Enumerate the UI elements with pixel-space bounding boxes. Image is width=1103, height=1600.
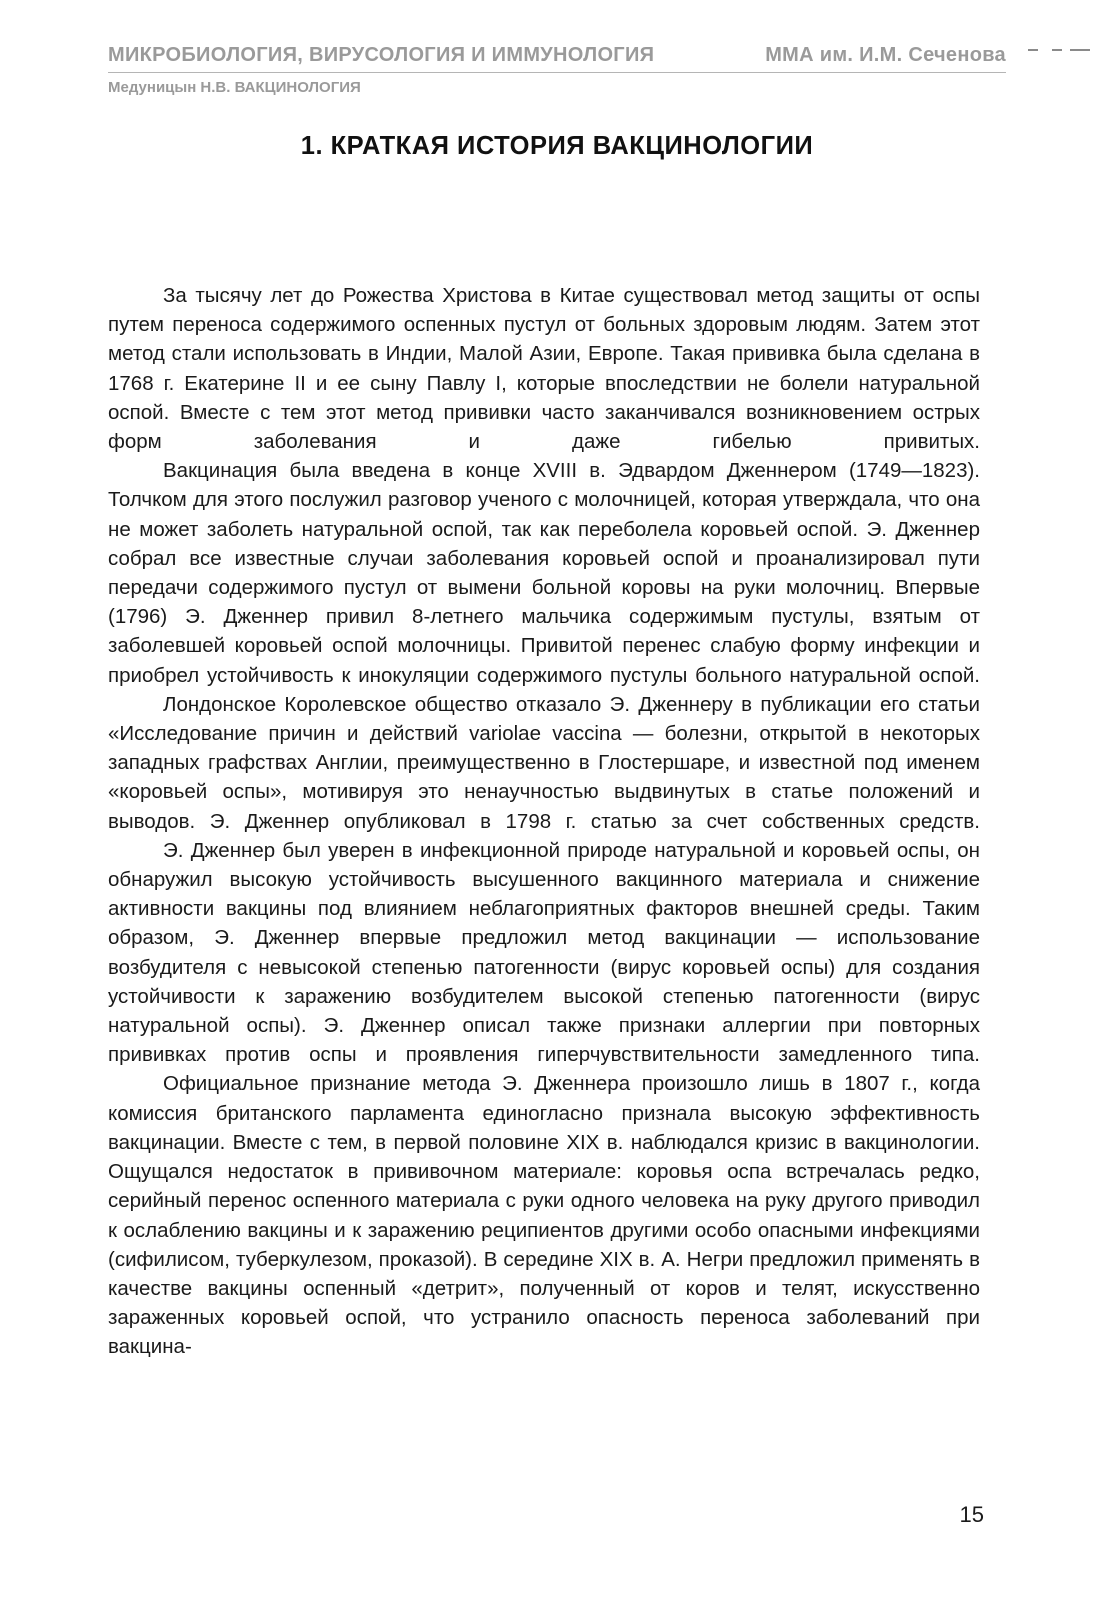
header-divider bbox=[108, 72, 1006, 73]
header-institution: ММА им. И.М. Сеченова bbox=[765, 44, 1006, 66]
header-author-book: Медуницын Н.В. ВАКЦИНОЛОГИЯ bbox=[108, 79, 361, 96]
edge-marks bbox=[1028, 49, 1092, 57]
running-header bbox=[108, 44, 1006, 67]
paragraph: Вакцинация была введена в конце XVIII в. Эдвардом Дженнером (1749—1823). Толчком для этого послужил разговор ученого с молочницей, которая утверждала, что она не может заболеть натуральной оспой, так как переболела коровьей оспой. Э. Дженнер собрал все известные случаи заболевания коровьей оспой и проанализировал пути передачи содержимого пустул от вымени больной коровы на руки молочниц. Впервые (1796) Э. Дженнер привил 8-летнего мальчика содержимым пустулы, взятым от заболевшей коровьей оспой молочницы. Привитой перенес слабую форму инфекции и приобрел устойчивость к инокуляции содержимого пустулы больного натуральной оспой. bbox=[108, 459, 980, 687]
body-text bbox=[108, 281, 980, 1362]
paragraph: За тысячу лет до Рожества Христова в Китае существовал метод защиты от оспы путем переноса содержимого оспенных пустул от больных здоровым людям. Затем этот метод стали использовать в Индии, Малой Азии, Европе. Такая прививка была сделана в 1768 г. Екатерине II и ее сыну Павлу I, которые впоследствии не болели натуральной оспой. Вместе с тем этот метод прививки часто заканчивался возникновением острых форм заболевания и даже гибелью привитых. bbox=[108, 284, 980, 454]
paragraph: Официальное признание метода Э. Дженнера произошло лишь в 1807 г., когда комиссия британского парламента единогласно признала высокую эффективность вакцинации. Вместе с тем, в первой половине XIX в. наблюдался кризис в вакцинологии. Ощущался недостаток в прививочном материале: коровья оспа встречалась редко, серийный перенос оспенного материала с руки одного человека на руку другого приводил к ослаблению вакцины и к заражению реципиентов другими особо опасными инфекциями (сифилисом, туберкулезом, проказой). В середине XIX в. А. Негри предложил применять в качестве вакцины оспенный «детрит», полученный от коров и телят, искусственно зараженных коровьей оспой, что устранило опасность переноса заболеваний при вакцина- bbox=[108, 1072, 980, 1359]
page-number: 15 bbox=[959, 1502, 984, 1527]
paragraph: Лондонское Королевское общество отказало Э. Дженнеру в публикации его статьи «Исследование причин и действий variolae vaccina — болезни, открытой в некоторых западных графствах Англии, преимущественно в Глостершаре, и известной под именем «коровьей оспы», мотивируя это ненаучностью выдвинутых в статье положений и выводов. Э. Дженнер опубликовал в 1798 г. статью за счет собственных средств. bbox=[108, 692, 980, 833]
chapter-title: 1. КРАТКАЯ ИСТОРИЯ ВАКЦИНОЛОГИИ bbox=[300, 132, 814, 160]
paragraph: Э. Дженнер был уверен в инфекционной природе натуральной и коровьей оспы, он обнаружил высокую устойчивость высушенного вакцинного материала и снижение активности вакцины под влиянием неблагоприятных факторов внешней среды. Таким образом, Э. Дженнер впервые предложил метод вакцинации — использование возбудителя с невысокой степенью патогенности (вирус коровьей оспы) для создания устойчивости к заражению возбудителем высокой степенью патогенности (вирус натуральной оспы). Э. Дженнер описал также признаки аллергии при повторных прививках против оспы и проявления гиперчувствительности замедленного типа. bbox=[108, 838, 980, 1067]
header-discipline: МИКРОБИОЛОГИЯ, ВИРУСОЛОГИЯ И ИММУНОЛОГИЯ bbox=[108, 44, 655, 66]
